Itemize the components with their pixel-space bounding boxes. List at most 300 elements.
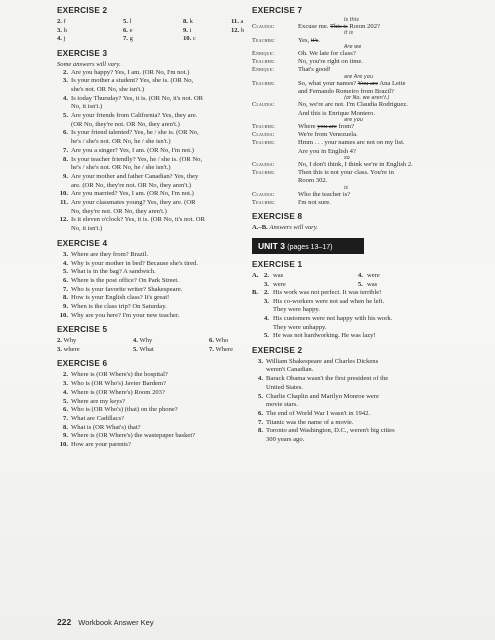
answer-cell: [183, 18, 231, 27]
handwritten-correction: Is this: [344, 17, 359, 23]
answer-word: Who: [215, 337, 229, 345]
list-item: [57, 129, 285, 146]
dialogue-line: [252, 101, 488, 109]
answer-word: Why: [63, 337, 77, 345]
dialogue-text: [298, 177, 488, 185]
item-number: 6.: [209, 337, 214, 345]
dialogue-text: [298, 88, 488, 96]
struck-text: it's: [310, 36, 319, 44]
item-text: [266, 393, 488, 410]
part-label: [252, 298, 264, 315]
item-line: Toronto and Washington, D.C., weren't big cities: [266, 427, 395, 435]
item-text: [273, 332, 376, 341]
answer-cell: [57, 18, 123, 27]
dialogue-line: [252, 139, 488, 147]
speaker-name: Teacher:: [252, 79, 276, 87]
dialogue-line: [252, 161, 488, 169]
text-part: So, what your names?: [298, 79, 358, 87]
answer-list: [57, 371, 285, 449]
item-text: When is the class trip? On Saturday.: [71, 303, 167, 311]
list-item: [57, 294, 285, 303]
list-item: [57, 173, 285, 190]
item-line: They were happy.: [272, 306, 320, 314]
exercise-title: EXERCISE 1: [252, 259, 303, 269]
answer-letter: j: [63, 35, 66, 42]
part-label: B.: [252, 289, 259, 297]
item-number: 3.: [63, 77, 68, 85]
item-number: 2.: [264, 271, 269, 279]
dialogue-text: [298, 37, 488, 45]
item-number: 10.: [59, 441, 68, 449]
answer-list: [57, 69, 285, 234]
list-item: [57, 147, 285, 156]
speaker-name: Claudia:: [252, 131, 275, 139]
list-item: [57, 441, 285, 450]
answer-cell: [57, 35, 123, 44]
item-text: Where are they from? Brazil.: [71, 250, 149, 258]
list-item: [252, 332, 488, 341]
item-line: movie stars.: [266, 401, 298, 409]
answer-word: where: [63, 345, 80, 353]
item-number: 9.: [63, 172, 68, 180]
list-item: [252, 315, 488, 332]
item-number: 3.: [63, 250, 68, 258]
item-text: Where are my keys?: [71, 397, 126, 405]
text-part: No, you're right on time.: [298, 58, 363, 66]
item-text: Where is (OR Where's) the hospital?: [71, 371, 168, 379]
item-line: He was not hardworking. He was lazy!: [272, 332, 376, 340]
item-number: 8.: [63, 423, 68, 431]
list-item: [57, 389, 285, 398]
text-part: from?: [336, 123, 355, 131]
list-item: [252, 410, 488, 419]
list-item: [57, 260, 285, 269]
answer-cell: [358, 281, 377, 290]
item-text: Where is (OR Where's) Room 203?: [71, 388, 165, 396]
item-text: [266, 358, 488, 375]
list-item: [57, 406, 285, 415]
item-number: 4.: [63, 388, 68, 396]
item-line: Is today Thursday? Yes, it is. (OR No, it's not. OR: [71, 94, 204, 102]
item-line: No, they're not. OR No, they aren't.): [71, 207, 167, 215]
part-label: [252, 315, 264, 332]
text-part: Then this is not your class. You're in: [298, 169, 394, 177]
item-number: 4.: [63, 94, 68, 102]
item-line: Is your teacher friendly? Yes, he / she is. (OR No,: [71, 155, 203, 163]
speaker-name: [252, 177, 298, 185]
answer-letter: l: [129, 18, 132, 25]
item-number: 8.: [183, 18, 188, 25]
item-line: They were unhappy.: [272, 323, 327, 331]
list-item: [57, 199, 285, 216]
answer-word: were: [272, 280, 286, 288]
item-text: Where is the post office? On Park Street.: [71, 276, 179, 284]
book-title: Workbook Answer Key: [78, 618, 154, 627]
answer-list: [252, 358, 488, 445]
answer-letter: b: [240, 26, 245, 34]
speaker-name: [252, 148, 298, 156]
text-part: Room 302.: [298, 177, 328, 185]
answer-row: [252, 272, 488, 281]
list-item: [57, 77, 285, 94]
item-number: 9.: [63, 432, 68, 440]
part-a-answers: [252, 272, 488, 289]
item-number: 7.: [258, 418, 263, 426]
item-number: 4.: [264, 314, 269, 322]
list-item: [57, 398, 285, 407]
dialogue-line: [252, 110, 488, 118]
item-line: Titanic was the name of a movie.: [266, 418, 354, 426]
item-line: weren't Canadian.: [266, 366, 314, 374]
text-part: I'm not sure.: [298, 199, 331, 207]
dialogue-line: [252, 177, 488, 185]
text-part: Room 202?: [347, 23, 380, 31]
handwritten-correction: is: [344, 184, 348, 191]
dialogue-line: [252, 50, 488, 58]
exercise-title: EXERCISE 7: [252, 6, 303, 15]
answer-grid: [57, 18, 285, 44]
handwritten-correction: it is: [344, 30, 353, 37]
answer-word: Why: [139, 337, 153, 345]
list-item: [57, 69, 285, 78]
dialogue-text: [298, 148, 488, 156]
note-label: A.–B.: [252, 224, 268, 232]
text-part: Ana Leite: [378, 79, 406, 87]
item-line: His co-workers were not sad when he left.: [272, 297, 385, 305]
answer-list: [57, 251, 285, 321]
item-number: 7.: [123, 35, 128, 42]
list-item: [57, 277, 285, 286]
item-number: 3.: [57, 26, 62, 34]
list-item: [57, 303, 285, 312]
dialogue-line: [252, 23, 488, 31]
item-text: Who is (OR Who's) (that) on the phone?: [71, 406, 178, 414]
item-number: 10.: [183, 35, 192, 42]
item-number: 4.: [63, 259, 68, 267]
item-number: 5.: [358, 280, 363, 288]
speaker-name: Teacher:: [252, 123, 276, 131]
item-number: 5.: [63, 397, 68, 405]
part-b-answers: [252, 289, 488, 341]
dialogue-line: [252, 37, 488, 45]
exercise-8-section: [252, 212, 488, 233]
item-text: [273, 298, 384, 315]
text-part: That's good!: [298, 66, 331, 74]
item-number: 11.: [231, 18, 239, 25]
answer-cell: [57, 346, 133, 355]
unit-label: UNIT 3: [258, 240, 285, 251]
text-part: Who the teacher is?: [298, 190, 351, 198]
answer-cell: [183, 27, 231, 36]
struck-text: You are: [357, 79, 379, 87]
handwritten-correction: are you: [344, 116, 363, 123]
item-number: 4.: [133, 337, 138, 345]
speaker-name: Teacher:: [252, 36, 276, 44]
answer-cell: [358, 272, 380, 281]
item-number: 12.: [231, 26, 240, 34]
item-number: 2.: [63, 68, 68, 76]
item-number: 4.: [57, 35, 62, 42]
item-number: 5.: [63, 112, 68, 120]
list-item: [57, 190, 285, 199]
item-number: 6.: [63, 406, 68, 414]
text-part: And this is Enrique Montero.: [298, 109, 376, 117]
item-number: 3.: [63, 380, 68, 388]
item-number: 6.: [123, 26, 128, 34]
item-text: [266, 410, 488, 419]
list-item: [252, 298, 488, 315]
answer-cell: [183, 35, 231, 44]
part-label: [252, 281, 264, 290]
item-text: [273, 315, 392, 332]
dialogue-text: [298, 101, 488, 109]
item-text: How are your parents?: [71, 441, 131, 449]
unit3-exercise-2-section: [252, 346, 488, 445]
dialogue-text: [298, 123, 488, 131]
list-item: [57, 312, 285, 321]
item-line: The end of World War I wasn't in 1942.: [266, 409, 371, 417]
item-number: 11.: [60, 199, 68, 207]
struck-text: This is: [329, 23, 348, 31]
item-line: No, it isn't.): [71, 103, 103, 111]
dialogue-text: [298, 23, 488, 31]
list-item: [252, 419, 488, 428]
handwritten-correction: so: [344, 154, 350, 161]
speaker-name: Claudia:: [252, 190, 275, 198]
unit3-exercise-1-section: [252, 260, 488, 341]
answer-word: Where: [215, 345, 234, 353]
right-column: [252, 6, 488, 450]
item-number: 7.: [63, 415, 68, 422]
text-part: Where: [298, 123, 318, 131]
answer-letter: g: [129, 35, 133, 42]
dialogue-line: [252, 148, 488, 156]
list-item: [57, 432, 285, 441]
speaker-name: [252, 110, 298, 118]
list-item: [57, 95, 285, 112]
item-line: William Shakespeare and Charles Dickens: [266, 357, 379, 365]
dialogue-text: [298, 199, 488, 207]
handwritten-correction: Are we: [344, 43, 362, 50]
item-number: 5.: [123, 18, 128, 25]
item-number: 6.: [63, 276, 68, 284]
text-part: We're from Venezuela.: [298, 131, 358, 139]
exercise-title: EXERCISE 4: [57, 238, 108, 248]
list-item: [57, 380, 285, 389]
dialogue-text: [298, 58, 488, 66]
item-text: [273, 289, 381, 298]
item-number: 2.: [63, 371, 68, 379]
answer-word: was: [366, 280, 378, 288]
list-item: [57, 156, 285, 173]
speaker-name: [252, 88, 298, 96]
item-line: he's / she's not. OR No, he / she isn't.): [71, 138, 171, 146]
part-label: [252, 332, 264, 341]
answer-cell: [123, 35, 183, 44]
dialogue-line: [252, 191, 488, 199]
item-text: Who is (OR Who's) Javier Bardem?: [71, 380, 167, 388]
answer-cell: [264, 281, 358, 290]
item-number: 2.: [264, 289, 269, 297]
item-number: 9.: [63, 303, 68, 311]
speaker-name: Claudia:: [252, 101, 275, 109]
list-item: [57, 415, 285, 424]
text-part: .: [318, 36, 320, 44]
item-line: he's / she's not. OR No, he / she isn't.): [71, 164, 171, 172]
item-text: Who is your favorite writer? Shakespeare.: [71, 285, 183, 293]
text-part: Are you in English 4?: [298, 147, 356, 155]
answer-word: was: [272, 271, 284, 279]
handwritten-correction: (or No, we aren't.): [344, 95, 390, 102]
item-line: His work was not perfect. It was terrible!: [272, 289, 382, 297]
speaker-name: Claudia:: [252, 23, 275, 31]
item-number: 5.: [264, 332, 269, 340]
list-item: [252, 358, 488, 375]
item-number: 9.: [183, 26, 188, 34]
item-text: What is in the bag? A sandwich.: [71, 268, 156, 276]
dialogue-text: [298, 161, 488, 169]
item-text: What are Cadillacs?: [71, 415, 125, 422]
dialogue-line: [252, 131, 488, 139]
item-number: 2.: [57, 18, 62, 25]
speaker-name: Teacher:: [252, 199, 276, 207]
exercise-title: EXERCISE 3: [57, 48, 108, 58]
dialogue-line: [252, 123, 488, 131]
dialogue-text: [298, 131, 488, 139]
list-item: [57, 216, 285, 233]
list-item: [57, 371, 285, 380]
dialogue-text: [298, 191, 488, 199]
text-part: Oh. We late for class?: [298, 50, 356, 58]
exercise-2-section: [57, 6, 285, 44]
dialogue-line: [252, 58, 488, 66]
left-column: [57, 6, 285, 455]
item-line: Is your mother a student? Yes, she is. (OR No,: [71, 77, 194, 85]
item-line: Are you happy? Yes, I am. (OR No, I'm not.): [71, 68, 190, 76]
exercise-title: EXERCISE 6: [57, 359, 108, 369]
answer-cell: [133, 337, 209, 346]
item-line: (OR No, they're not. OR No, they aren't.): [71, 120, 180, 128]
item-text: Why are you here? I'm your new teacher.: [71, 311, 180, 319]
item-number: 7.: [63, 146, 68, 154]
page-footer: [57, 617, 154, 627]
item-number: 5.: [63, 268, 68, 276]
item-text: [266, 375, 488, 392]
item-text: What is (OR What's) that?: [71, 423, 141, 431]
list-item: [252, 393, 488, 410]
answer-row: [252, 281, 488, 290]
dialogue-line: [252, 169, 488, 177]
answer-cell: [57, 337, 133, 346]
dialogue-text: [298, 110, 488, 118]
list-item: [252, 375, 488, 392]
item-line: His customers were not happy with his work.: [272, 314, 393, 322]
exercise-title: EXERCISE 8: [252, 212, 303, 222]
answers-vary-note: Some answers will vary.: [57, 60, 121, 68]
exercise-6-section: [57, 359, 285, 449]
dialogue-text: [298, 169, 488, 177]
exercise-5-section: [57, 325, 285, 354]
exercise-4-section: [57, 239, 285, 321]
handwritten-correction: are Are you: [344, 73, 374, 80]
text-part: Hmm . . . your names are not on my list.: [298, 139, 405, 147]
item-number: 10.: [59, 190, 68, 198]
part-label: A.: [252, 271, 259, 279]
item-line: Is your friend talented? Yes, he / she is. (OR No,: [71, 129, 199, 137]
speaker-name: Enrique:: [252, 50, 275, 58]
dialogue-text: [298, 50, 488, 58]
dialogue-text: [298, 66, 488, 74]
exercise-3-section: [57, 49, 285, 234]
item-line: Are your mother and father Canadian? Yes, they: [71, 172, 199, 180]
item-line: Barack Obama wasn't the first president of the: [266, 375, 389, 383]
text-part: Excuse me.: [298, 23, 330, 31]
answer-letter: a: [240, 18, 244, 25]
item-number: 3.: [264, 280, 269, 288]
answer-cell: [123, 27, 183, 36]
item-line: Are your friends from California? Yes, they are.: [71, 112, 198, 120]
dialogue-line: [252, 199, 488, 207]
item-line: No, it isn't.): [71, 225, 103, 233]
item-number: 4.: [258, 375, 263, 383]
answer-grid: [57, 337, 285, 354]
speaker-name: Teacher:: [252, 58, 276, 66]
list-item: [57, 424, 285, 433]
list-item: [252, 427, 488, 444]
answer-cell: [264, 272, 358, 281]
item-line: she's not. OR No, she isn't.): [71, 85, 145, 93]
answer-letter: f: [63, 18, 66, 25]
dialogue: [252, 18, 488, 207]
item-number: 5.: [133, 345, 138, 353]
unit-pages: (pages 13–17): [287, 243, 333, 251]
answer-word: What: [139, 345, 154, 353]
speaker-name: Teacher:: [252, 169, 276, 177]
speaker-name: Enrique:: [252, 66, 275, 74]
answer-cell: [133, 346, 209, 355]
item-line: Are your classmates young? Yes, they are. (OR: [71, 199, 196, 207]
item-number: 3.: [264, 297, 269, 305]
item-number: 8.: [63, 294, 68, 302]
answers-vary-note: [252, 224, 488, 233]
item-number: 7.: [209, 345, 214, 353]
item-number: 3.: [57, 345, 62, 353]
item-text: How is your English class? It's great!: [71, 294, 170, 302]
text-part: No, we're are not. I'm Claudia Rodriguez.: [298, 101, 408, 109]
list-item: [57, 286, 285, 295]
answer-letter: h: [63, 26, 67, 34]
answer-letter: i: [189, 26, 192, 34]
answer-letter: c: [192, 35, 196, 42]
item-number: 6.: [63, 129, 68, 137]
item-text: [266, 419, 488, 428]
item-number: 12.: [59, 216, 68, 224]
item-number: 7.: [63, 285, 68, 293]
unit-header-bar: [252, 238, 364, 254]
exercise-title: EXERCISE 2: [252, 345, 303, 355]
exercise-7-section: [252, 6, 488, 207]
item-line: 300 years ago.: [266, 436, 305, 444]
list-item: [57, 268, 285, 277]
list-item: [57, 112, 285, 129]
text-part: No, I don't think, I think we're in English 2.: [298, 161, 413, 169]
item-number: 3.: [258, 357, 263, 365]
exercise-title: EXERCISE 5: [57, 325, 108, 335]
note-text: Answers will vary.: [269, 224, 318, 232]
item-line: Is it eleven o'clock? Yes, it is. (OR No, it's not. OR: [71, 216, 205, 224]
struck-text: you are: [317, 123, 337, 131]
speaker-name: Claudia:: [252, 161, 275, 169]
